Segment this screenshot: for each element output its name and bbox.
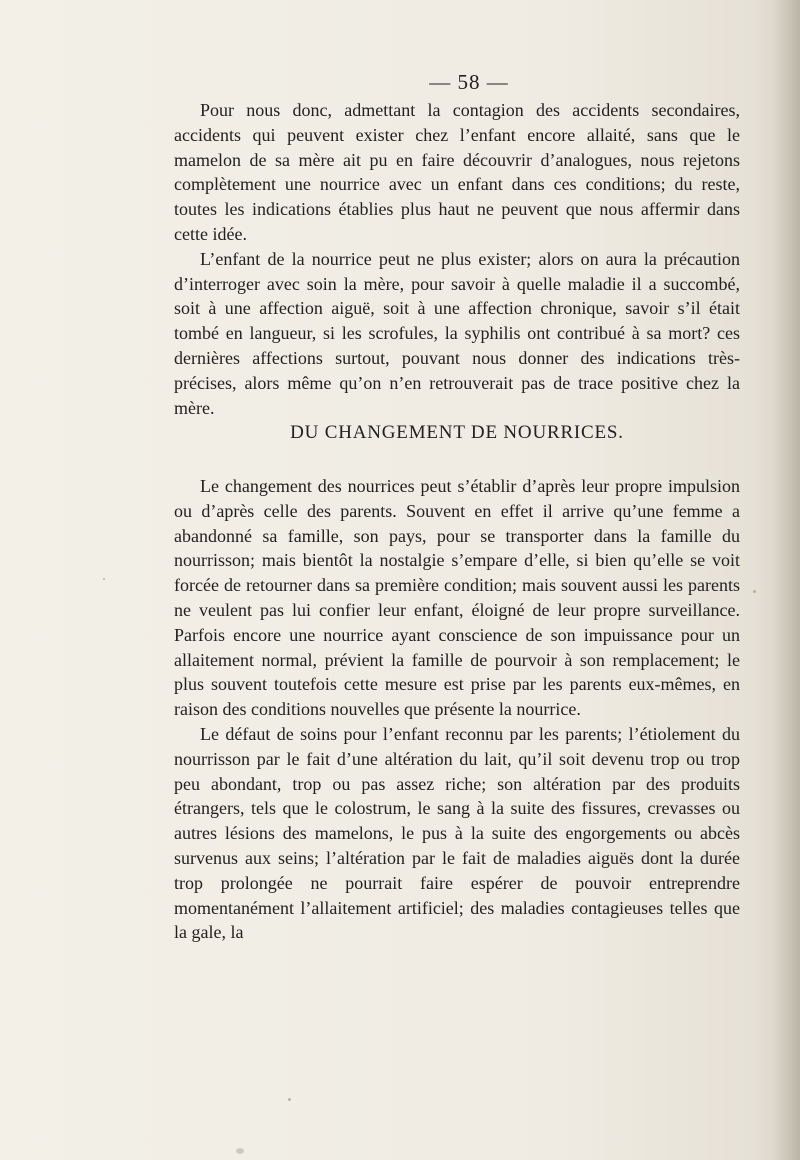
section-heading: DU CHANGEMENT DE NOURRICES. <box>290 422 624 443</box>
paragraph: L’enfant de la nourrice peut ne plus exister; alors on aura la précaution d’interroger avec soin la mère, pour savoir à quelle maladie il a succombé, soit à une affection aiguë, soit à une affection chronique, savoir s’il était tombé en langueur, si les scrofules, la syphilis ont contribué à sa mort? ces dernières affections surtout, pouvant nous donner des indications très-précises, alors même qu’on n’en retrouverait pas de trace positive chez la mère. <box>174 248 740 418</box>
page-number: — 58 — <box>429 70 509 94</box>
page-edge-shadow <box>772 0 800 1160</box>
paragraph: Le défaut de soins pour l’enfant reconnu par les parents; l’étiolement du nourrisson par le fait d’une altération du lait, qu’il soit devenu trop ou trop peu abondant, trop ou pas assez riche; son altération par des produits étrangers, tels que le colostrum, le sang à la suite des fissures, crevasses ou autres lésions des mamelons, le pus à la suite des engorgements ou abcès survenus aux seins; l’altération par le fait de maladies aiguës dont la durée trop prolongée ne pourrait faire espérer de pouvoir entreprendre momentanément l’allaitement artificiel; des maladies contagieuses telles que la gale, la <box>174 723 740 943</box>
section-text-block <box>174 474 740 945</box>
paragraph: Le changement des nourrices peut s’établir d’après leur propre impulsion ou d’après celle des parents. Souvent en effet il arrive qu’une femme a abandonné sa famille, son pays, pour se transporter dans la famille du nourrisson; mais bientôt la nostalgie s’empare d’elle, si bien qu’elle se voit forcée de retourner dans sa première condition; mais souvent aussi les parents ne veulent pas lui confier leur enfant, éloigné de leur propre surveillance. Parfois encore une nourrice ayant conscience de son impuissance pour un allaitement normal, prévient la famille de pourvoir à son remplacement; le plus souvent toutefois cette mesure est prise par les parents eux-mêmes, en raison des conditions nouvelles que présente la nourrice. <box>174 476 740 720</box>
paper-speck <box>288 1098 291 1101</box>
paper-speck <box>236 1148 244 1154</box>
paper-speck <box>753 590 756 593</box>
paragraph: Pour nous donc, admettant la contagion des accidents secondaires, accidents qui peuvent exister chez l’enfant encore allaité, sans que le mamelon de sa mère ait pu en faire découvrir d’analogues, nous rejetons complètement une nourrice avec un enfant dans ces conditions; du reste, toutes les indications établies plus haut ne peuvent que nous affermir dans cette idée. <box>174 100 740 244</box>
paper-speck <box>103 578 105 580</box>
intro-text-block <box>174 98 740 420</box>
